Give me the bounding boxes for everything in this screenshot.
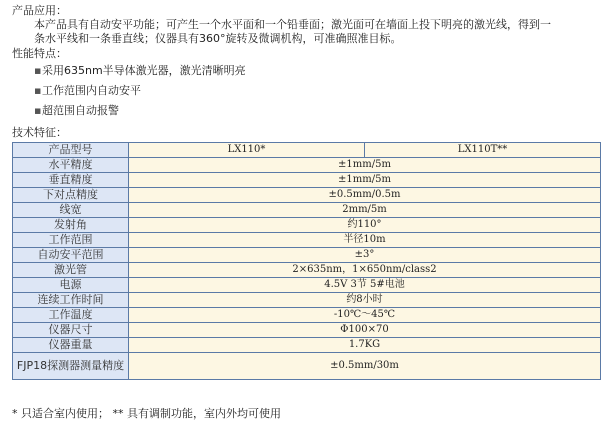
row-label: 工作温度 (13, 308, 129, 323)
row-value: 约110° (129, 218, 601, 233)
row-value: Φ100×70 (129, 323, 601, 338)
table-row (13, 278, 601, 293)
table-row (13, 203, 601, 218)
section-heading-spec: 技术特征： (12, 126, 67, 139)
feature-list (12, 61, 600, 121)
table-header-row (13, 143, 601, 158)
row-label: 工作范围 (13, 233, 129, 248)
row-value: 1.7KG (129, 338, 601, 353)
row-value: 约8小时 (129, 293, 601, 308)
table-row (13, 188, 601, 203)
row-label: 电源 (13, 278, 129, 293)
table-row (13, 293, 601, 308)
application-text-line-1: 本产品具有自动安平功能；可产生一个水平面和一个铅垂面；激光面可在墙面上投下明亮的激光线，得到一 (34, 18, 551, 31)
row-value: ±0.5mm/0.5m (129, 188, 601, 203)
row-label: 连续工作时间 (13, 293, 129, 308)
row-label: 自动安平范围 (13, 248, 129, 263)
header-label-cell: 产品型号 (13, 143, 129, 158)
table-row (13, 263, 601, 278)
row-value: ±3° (129, 248, 601, 263)
row-label: 线宽 (13, 203, 129, 218)
row-value: ±1mm/5m (129, 158, 601, 173)
row-value: ±1mm/5m (129, 173, 601, 188)
table-row (13, 218, 601, 233)
row-label: 仪器重量 (13, 338, 129, 353)
feature-item: ▪工作范围内自动安平 (12, 81, 600, 101)
feature-item: ▪采用635nm半导体激光器，激光清晰明亮 (12, 61, 600, 81)
row-value: -10℃～45℃ (129, 308, 601, 323)
row-value: 2×635nm，1×650nm/class2 (129, 263, 601, 278)
row-label: 发射角 (13, 218, 129, 233)
row-value: 半径10m (129, 233, 601, 248)
row-value: 2mm/5m (129, 203, 601, 218)
bullet-icon: ▪ (34, 64, 42, 77)
row-label: 激光管 (13, 263, 129, 278)
row-label: 垂直精度 (13, 173, 129, 188)
table-row (13, 158, 601, 173)
header-model-lx110: LX110* (129, 143, 365, 158)
table-row (13, 173, 601, 188)
application-text-line-2: 条水平线和一条垂直线；仪器具有360°旋转及微调机构，可准确照准目标。 (34, 32, 402, 45)
table-row (13, 233, 601, 248)
row-label: 下对点精度 (13, 188, 129, 203)
table-row (13, 323, 601, 338)
row-value: ±0.5mm/30m (129, 353, 601, 380)
product-application-section (12, 4, 600, 46)
row-label: 水平精度 (13, 158, 129, 173)
row-label: 仪器尺寸 (13, 323, 129, 338)
table-row (13, 308, 601, 323)
table-row (13, 338, 601, 353)
header-model-lx110t: LX110T** (365, 143, 601, 158)
section-heading-features: 性能特点： (12, 47, 67, 60)
feature-item: ▪超范围自动报警 (12, 101, 600, 121)
table-row (13, 248, 601, 263)
row-value: 4.5V 3节 5#电池 (129, 278, 601, 293)
row-label: FJP18探测器测量精度 (13, 353, 129, 380)
bullet-icon: ▪ (34, 104, 42, 117)
footnote: * 只适合室内使用； ** 具有调制功能，室内外均可使用 (12, 407, 281, 420)
bullet-icon: ▪ (34, 84, 42, 97)
section-heading-application: 产品应用： (12, 4, 67, 17)
features-section (12, 47, 600, 121)
spec-table (12, 142, 601, 380)
table-row (13, 353, 601, 380)
